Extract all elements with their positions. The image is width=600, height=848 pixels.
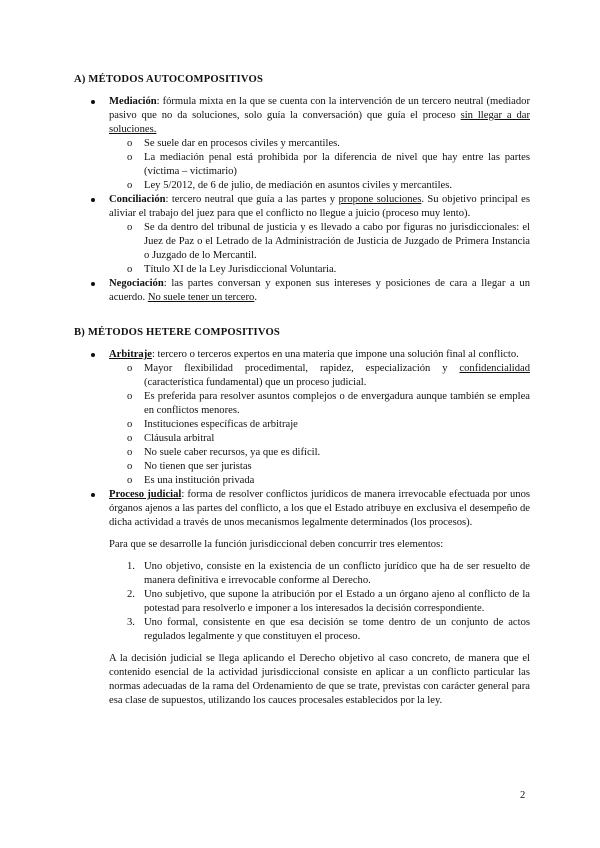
negociacion-text: : las partes conversan y exponen sus intereses y posiciones de cara a llegar a un acuerdo. bbox=[109, 278, 530, 303]
element-item bbox=[109, 588, 530, 616]
sub-item bbox=[109, 418, 530, 432]
mediacion-underlined: sin llegar a dar soluciones. bbox=[109, 110, 530, 135]
sub-item-text: Título XI de la Ley Jurisdiccional Voluntaria. bbox=[144, 264, 337, 275]
conciliacion-text-after: . Su objetivo principal es aliviar el trabajo del juez para que el conflicto no llegue a juicio (proceso muy lento). bbox=[109, 194, 530, 219]
element-number: 2. bbox=[127, 589, 135, 600]
arbitraje-text: : tercero o terceros expertos en una materia que impone una solución final al conflicto. bbox=[151, 349, 519, 360]
sub-bullet-icon: o bbox=[127, 138, 133, 149]
proceso-intro: Para que se desarrolle la función jurisdiccional deben concurrir tres elementos: bbox=[109, 539, 444, 550]
sub-bullet-icon: o bbox=[127, 447, 133, 458]
sub-item-text: Instituciones específicas de arbitraje bbox=[144, 419, 298, 430]
sub-bullet-icon: o bbox=[127, 222, 133, 233]
arbitraje-sublist bbox=[109, 362, 530, 488]
sub-item bbox=[109, 221, 530, 263]
element-number: 1. bbox=[127, 561, 135, 572]
section-a-heading: A) MÉTODOS AUTOCOMPOSITIVOS bbox=[74, 74, 264, 85]
sub-item-underlined: confidencialidad bbox=[459, 363, 530, 374]
sub-item bbox=[109, 474, 530, 488]
sub-item-text: Ley 5/2012, de 6 de julio, de mediación en asuntos civiles y mercantiles. bbox=[144, 180, 453, 191]
sub-item-text: No tienen que ser juristas bbox=[144, 461, 252, 472]
sub-bullet-icon: o bbox=[127, 419, 133, 430]
sub-item bbox=[109, 446, 530, 460]
sub-item-text: No suele caber recursos, ya que es difícil. bbox=[144, 447, 321, 458]
sub-bullet-icon: o bbox=[127, 475, 133, 486]
sub-item-text-before: Mayor flexibilidad procedimental, rapidez, especialización y bbox=[144, 363, 460, 374]
list-item-negociacion bbox=[90, 277, 530, 305]
elements-list bbox=[109, 560, 530, 644]
sub-item bbox=[109, 460, 530, 474]
term-conciliacion: Conciliación bbox=[109, 194, 166, 205]
sub-item bbox=[109, 390, 530, 418]
sub-item bbox=[109, 263, 530, 277]
term-mediacion: Mediación bbox=[109, 96, 157, 107]
section-a-list bbox=[90, 95, 530, 305]
sub-item bbox=[109, 432, 530, 446]
bullet-dot bbox=[91, 282, 95, 286]
sub-bullet-icon: o bbox=[127, 264, 133, 275]
bullet-dot bbox=[91, 198, 95, 202]
section-a-body bbox=[90, 95, 530, 305]
element-item bbox=[109, 560, 530, 588]
element-text: Uno formal, consistente en que esa decisión se tome dentro de un conjunto de actos regulados legalmente y que constituyen el proceso. bbox=[144, 617, 530, 642]
negociacion-text-after: . bbox=[254, 292, 257, 303]
sub-item bbox=[109, 151, 530, 179]
element-text: Uno objetivo, consiste en la existencia de un conflicto jurídico que ha de ser resuelto de manera definitiva e irrevocable conforme al Derecho. bbox=[144, 561, 530, 586]
element-number: 3. bbox=[127, 617, 135, 628]
proceso-text: : forma de resolver conflictos jurídicos de manera irrevocable efectuada por unos órganos ajenos a las partes del conflicto, a los que el Estado atribuye en exclusiva el desempeño de dicha actividad a través de unos mecanismos legalmente determinados (los procesos). bbox=[109, 489, 530, 528]
list-item-mediacion bbox=[90, 95, 530, 193]
sub-bullet-icon: o bbox=[127, 152, 133, 163]
section-b-heading: B) MÉTODOS HETERE COMPOSITIVOS bbox=[74, 327, 281, 338]
section-b-body bbox=[90, 348, 530, 708]
sub-item bbox=[109, 137, 530, 151]
sub-item-text: La mediación penal está prohibida por la diferencia de nivel que hay entre las partes (víctima – victimario) bbox=[144, 152, 530, 177]
sub-item-text-after: (característica fundamental) que un proceso judicial. bbox=[144, 377, 367, 388]
mediacion-sublist bbox=[109, 137, 530, 193]
sub-bullet-icon: o bbox=[127, 180, 133, 191]
bullet-dot bbox=[91, 100, 95, 104]
mediacion-text: : fórmula mixta en la que se cuenta con la intervención de un tercero neutral (mediador pasivo que no da soluciones, solo guía la conversación) que guía el proceso bbox=[109, 96, 530, 121]
list-item-proceso-judicial bbox=[90, 488, 530, 530]
page-number: 2 bbox=[520, 790, 526, 801]
element-text: Uno subjetivo, que supone la atribución por el Estado a un órgano ajeno al conflicto de la potestad para resolverlo e imponer a los interesados la decisión correspondiente. bbox=[144, 589, 530, 614]
bullet-dot bbox=[91, 353, 95, 357]
sub-item-text: Cláusula arbitral bbox=[144, 433, 215, 444]
sub-bullet-icon: o bbox=[127, 391, 133, 402]
bullet-dot bbox=[91, 493, 95, 497]
conciliacion-sublist bbox=[109, 221, 530, 277]
section-b-list bbox=[90, 348, 530, 530]
term-negociacion: Negociación bbox=[109, 278, 164, 289]
sub-bullet-icon: o bbox=[127, 461, 133, 472]
proceso-closing: A la decisión judicial se llega aplicando el Derecho objetivo al caso concreto, de manera que el contenido esencial de la actividad jurisdiccional consiste en aplicar a un conflicto particular las normas adecuadas de la rama del Ordenamiento de que se trate, previstas con carácter general para esa clase de supuestos, utilizando los cauces procesales establecidos por la ley. bbox=[109, 653, 530, 706]
sub-item-text: Es una institución privada bbox=[144, 475, 255, 486]
element-item bbox=[109, 616, 530, 644]
sub-bullet-icon: o bbox=[127, 363, 133, 374]
sub-item bbox=[109, 362, 530, 390]
term-arbitraje: Arbitraje bbox=[109, 349, 152, 360]
conciliacion-underlined: propone soluciones bbox=[338, 194, 422, 205]
sub-item-text: Se suele dar en procesos civiles y mercantiles. bbox=[144, 138, 340, 149]
term-proceso-judicial: Proceso judicial bbox=[109, 489, 182, 500]
sub-item-text: Es preferida para resolver asuntos complejos o de envergadura aunque también se emplea en conflictos menores. bbox=[144, 391, 530, 416]
conciliacion-text: : tercero neutral que guía a las partes y bbox=[165, 194, 339, 205]
sub-bullet-icon: o bbox=[127, 433, 133, 444]
list-item-conciliacion bbox=[90, 193, 530, 277]
negociacion-underlined: No suele tener un tercero bbox=[147, 292, 255, 303]
sub-item bbox=[109, 179, 530, 193]
sub-item-text: Se da dentro del tribunal de justicia y es llevado a cabo por figuras no jurisdiccionales: el Juez de Paz o el Letrado de la Administración de Justicia de Juzgado de Primera Instancia o Juzgado de lo Mercantil. bbox=[144, 222, 530, 261]
list-item-arbitraje bbox=[90, 348, 530, 488]
